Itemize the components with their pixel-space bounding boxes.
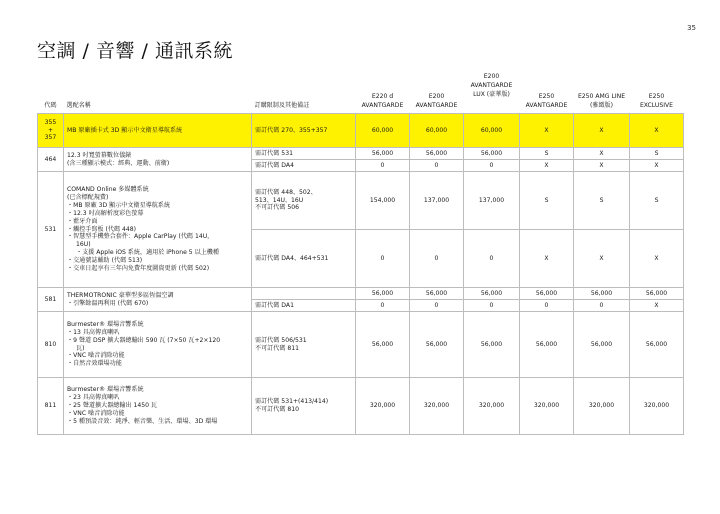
option-code bbox=[38, 172, 64, 288]
text-line: 需訂代碼 448、502、 bbox=[255, 188, 317, 196]
text-line: ・12.3 吋高解析度彩色螢幕 bbox=[67, 209, 144, 217]
text-line: 需訂代碼 531 bbox=[255, 149, 293, 157]
table-row bbox=[38, 312, 684, 378]
text-line: ・VNC 噪音消除功能 bbox=[67, 409, 125, 417]
price-cell: 0 bbox=[464, 230, 520, 288]
price-cell: X bbox=[574, 148, 630, 160]
price-cell: 0 bbox=[574, 300, 630, 312]
order-note bbox=[252, 148, 356, 160]
price-cell: S bbox=[574, 172, 630, 230]
text-line: ・13 具高傳真喇叭 bbox=[67, 328, 120, 336]
header-model-col: E220 d AVANTGARDE bbox=[356, 70, 410, 114]
price-cell: 320,000 bbox=[574, 378, 630, 435]
price-cell: 0 bbox=[356, 300, 410, 312]
header-model-col: E250 AVANTGARDE bbox=[520, 70, 574, 114]
price-cell: 56,000 bbox=[410, 312, 464, 378]
option-description bbox=[64, 114, 252, 148]
price-cell: 0 bbox=[520, 300, 574, 312]
options-table bbox=[37, 70, 684, 435]
text-line: 513、14U、16U bbox=[255, 196, 304, 204]
page-number: 35 bbox=[687, 24, 696, 32]
option-description bbox=[64, 148, 252, 172]
price-cell: 137,000 bbox=[410, 172, 464, 230]
price-cell: 56,000 bbox=[464, 312, 520, 378]
text-line: ・藍牙介面 bbox=[67, 217, 98, 225]
price-cell: S bbox=[520, 148, 574, 160]
order-note bbox=[252, 312, 356, 378]
text-line: ・VNC 噪音消除功能 bbox=[67, 352, 125, 360]
code-line: 355 bbox=[44, 118, 57, 126]
price-cell: 56,000 bbox=[410, 148, 464, 160]
text-line: ・23 具高傳真喇叭 bbox=[67, 394, 120, 402]
option-description bbox=[64, 288, 252, 312]
price-cell: 56,000 bbox=[520, 288, 574, 300]
text-line: 需訂代碼 506/531 bbox=[255, 336, 307, 344]
text-line: 需訂代碼 DA4、464+531 bbox=[255, 254, 329, 262]
code-line: 464 bbox=[44, 155, 57, 163]
price-cell: X bbox=[574, 230, 630, 288]
table-row bbox=[38, 114, 684, 148]
text-line: (含三種顯示模式：經典、運動、前衛) bbox=[67, 159, 170, 167]
code-line: 810 bbox=[44, 340, 57, 348]
price-cell: X bbox=[630, 230, 684, 288]
header-code: 代碼 bbox=[38, 70, 64, 114]
price-cell: 56,000 bbox=[464, 288, 520, 300]
text-line: ・智慧型手機整合套件：Apple CarPlay (代碼 14U， bbox=[67, 233, 214, 241]
page-title: 空調 / 音響 / 通訊系統 bbox=[37, 40, 233, 62]
text-line: ・自然音效環場功能 bbox=[67, 360, 122, 368]
price-cell: 56,000 bbox=[630, 312, 684, 378]
text-line: ・觸控手寫板 (代碼 448) bbox=[67, 225, 137, 233]
text-line: 需訂代碼 DA1 bbox=[255, 301, 294, 309]
price-cell: 0 bbox=[464, 300, 520, 312]
text-line: ・支援 Apple iOS 系統，適用於 iPhone 5 以上機種 bbox=[76, 249, 219, 257]
price-cell: 56,000 bbox=[574, 288, 630, 300]
price-cell: 320,000 bbox=[356, 378, 410, 435]
price-cell: X bbox=[574, 160, 630, 172]
table-header-row bbox=[38, 70, 684, 114]
option-code bbox=[38, 378, 64, 435]
price-cell: X bbox=[574, 114, 630, 148]
price-cell: X bbox=[520, 160, 574, 172]
text-line: 12.3 吋寬螢幕數位儀錶 bbox=[67, 151, 132, 159]
price-cell: 60,000 bbox=[464, 114, 520, 148]
option-description bbox=[64, 378, 252, 435]
price-cell: X bbox=[520, 114, 574, 148]
price-cell: 60,000 bbox=[410, 114, 464, 148]
price-cell: X bbox=[630, 160, 684, 172]
price-cell: 0 bbox=[410, 160, 464, 172]
text-line: Burmester® 環場音響系統 bbox=[67, 386, 144, 394]
price-cell: 56,000 bbox=[520, 312, 574, 378]
price-cell: 0 bbox=[464, 160, 520, 172]
price-cell: 137,000 bbox=[464, 172, 520, 230]
order-note bbox=[252, 300, 356, 312]
option-code bbox=[38, 312, 64, 378]
text-line: 不可訂代碼 810 bbox=[255, 406, 300, 413]
option-description bbox=[64, 172, 252, 288]
header-notes: 訂購限制及其他備註 bbox=[252, 70, 356, 114]
text-line: Burmester® 環場音響系統 bbox=[67, 320, 144, 328]
price-cell: X bbox=[630, 300, 684, 312]
order-note bbox=[252, 114, 356, 148]
text-line: ・9 聲道 DSP 擴大器總輸出 590 瓦 (7×50 瓦+2×120 bbox=[67, 336, 221, 344]
table-row bbox=[38, 148, 684, 160]
order-note bbox=[252, 172, 356, 230]
order-note bbox=[252, 230, 356, 288]
price-cell: 154,000 bbox=[356, 172, 410, 230]
code-line: + bbox=[47, 126, 54, 134]
text-line: ・交通號誌輔助 (代碼 513) bbox=[67, 257, 143, 265]
price-cell: 320,000 bbox=[410, 378, 464, 435]
option-code bbox=[38, 288, 64, 312]
table-row bbox=[38, 378, 684, 435]
price-cell: X bbox=[630, 114, 684, 148]
price-cell: 320,000 bbox=[520, 378, 574, 435]
text-line: ・5 種預設音效：純淨、輕音樂、生活、環場、3D 環場 bbox=[67, 417, 218, 425]
price-cell: 56,000 bbox=[356, 148, 410, 160]
text-line: 需訂代碼 DA4 bbox=[255, 161, 294, 169]
price-cell: 56,000 bbox=[356, 288, 410, 300]
text-line: 不可訂代碼 811 bbox=[255, 344, 300, 352]
text-line: 瓦) bbox=[76, 344, 85, 352]
price-cell: 56,000 bbox=[574, 312, 630, 378]
price-cell: 0 bbox=[356, 230, 410, 288]
code-line: 811 bbox=[44, 402, 57, 410]
price-cell: 0 bbox=[410, 230, 464, 288]
price-cell: 56,000 bbox=[410, 288, 464, 300]
price-cell: X bbox=[520, 230, 574, 288]
code-line: 357 bbox=[44, 134, 57, 142]
text-line: 需訂代碼 270、355+357 bbox=[255, 126, 328, 134]
text-line: THERMOTRONIC 豪華型多區恆溫空調 bbox=[67, 291, 174, 299]
price-cell: 0 bbox=[410, 300, 464, 312]
table-row bbox=[38, 172, 684, 230]
price-cell: 0 bbox=[356, 160, 410, 172]
header-model-col: E200 AVANTGARDE LUX (豪華版) bbox=[464, 70, 520, 114]
text-line: COMAND Online 多媒體系統 bbox=[67, 185, 149, 193]
option-description bbox=[64, 312, 252, 378]
code-line: 581 bbox=[44, 295, 57, 303]
text-line: 16U) bbox=[76, 241, 91, 249]
header-model-col: E200 AVANTGARDE bbox=[410, 70, 464, 114]
option-code bbox=[38, 114, 64, 148]
code-line: 531 bbox=[44, 225, 57, 233]
price-cell: 56,000 bbox=[356, 312, 410, 378]
order-note bbox=[252, 160, 356, 172]
order-note bbox=[252, 378, 356, 435]
header-model-col: E250 EXCLUSIVE bbox=[630, 70, 684, 114]
price-cell: 320,000 bbox=[630, 378, 684, 435]
header-model-col: E250 AMG LINE (雅緻版) bbox=[574, 70, 630, 114]
header-option-name: 選配名稱 bbox=[64, 70, 252, 114]
text-line: ・MB 原廠 3D 顯示中文衛星導航系統 bbox=[67, 201, 171, 209]
option-code bbox=[38, 148, 64, 172]
text-line: ・交車日起享有三年內免費年度圖資更新 (代碼 502) bbox=[67, 265, 210, 273]
text-line: 不可訂代碼 506 bbox=[255, 204, 300, 212]
price-cell: 320,000 bbox=[464, 378, 520, 435]
text-line: (已含標配規費) bbox=[67, 193, 109, 201]
price-cell: 56,000 bbox=[464, 148, 520, 160]
text-line: MB 原廠插卡式 3D 顯示中文衛星導航系統 bbox=[67, 126, 183, 134]
order-note bbox=[252, 288, 356, 300]
text-line: ・25 聲道擴大器總輸出 1450 瓦 bbox=[67, 402, 158, 410]
price-cell: S bbox=[630, 148, 684, 160]
text-line: 需訂代碼 531+(413/414) bbox=[255, 398, 329, 406]
price-cell: 56,000 bbox=[630, 288, 684, 300]
text-line: ・引擎餘溫再利用 (代碼 670) bbox=[67, 299, 149, 307]
price-cell: 60,000 bbox=[356, 114, 410, 148]
price-cell: S bbox=[520, 172, 574, 230]
price-cell: S bbox=[630, 172, 684, 230]
table-row bbox=[38, 288, 684, 300]
